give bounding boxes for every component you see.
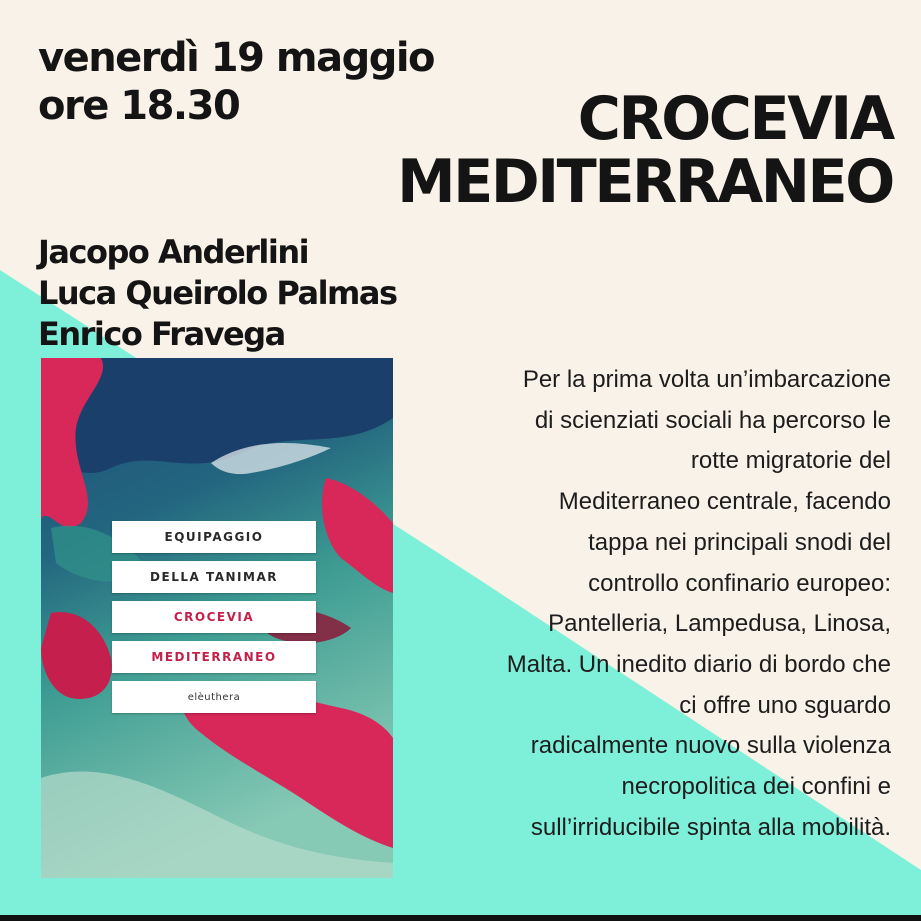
description-line: Pantelleria, Lampedusa, Linosa,	[548, 610, 891, 638]
description-line: sull’irriducibile spinta alla mobilità.	[530, 813, 891, 841]
cover-publisher: elèuthera	[112, 681, 316, 713]
description-line: rotte migratorie del	[690, 447, 891, 475]
author-name: Luca Queirolo Palmas	[38, 274, 397, 312]
description-line: radicalmente nuovo sulla violenza	[530, 732, 891, 760]
title-line-2: MEDITERRANEO	[397, 147, 893, 217]
author-name: Jacopo Anderlini	[38, 233, 309, 271]
cover-band-della-tanimar: DELLA TANIMAR	[112, 561, 316, 593]
cover-band-equipaggio: EQUIPAGGIO	[112, 521, 316, 553]
cover-band-mediterraneo: MEDITERRANEO	[112, 641, 316, 673]
description-line: Per la prima volta un’imbarcazione	[522, 366, 891, 393]
description-line: necropolitica dei confini e	[621, 773, 891, 801]
title-line-1: CROCEVIA	[577, 84, 893, 154]
description-line: controllo confinario europeo:	[588, 569, 891, 597]
event-date: venerdì 19 maggio	[38, 35, 435, 81]
cover-band-crocevia: CROCEVIA	[112, 601, 316, 633]
authors-list	[38, 232, 397, 355]
description-line: di scienziati sociali ha percorso le	[534, 406, 891, 434]
author-name: Enrico Fravega	[38, 315, 285, 353]
bottom-divider	[0, 915, 921, 921]
description-line: Mediterraneo centrale, facendo	[558, 488, 891, 516]
description-line: tappa nei principali snodi del	[588, 528, 891, 556]
description-line: Malta. Un inedito diario di bordo che	[506, 650, 891, 678]
description-line: ci offre uno sguardo	[679, 691, 891, 719]
event-time: ore 18.30	[38, 83, 240, 129]
event-date-time	[38, 34, 434, 130]
book-cover	[41, 358, 393, 878]
event-title	[397, 84, 893, 217]
book-description	[421, 360, 891, 848]
